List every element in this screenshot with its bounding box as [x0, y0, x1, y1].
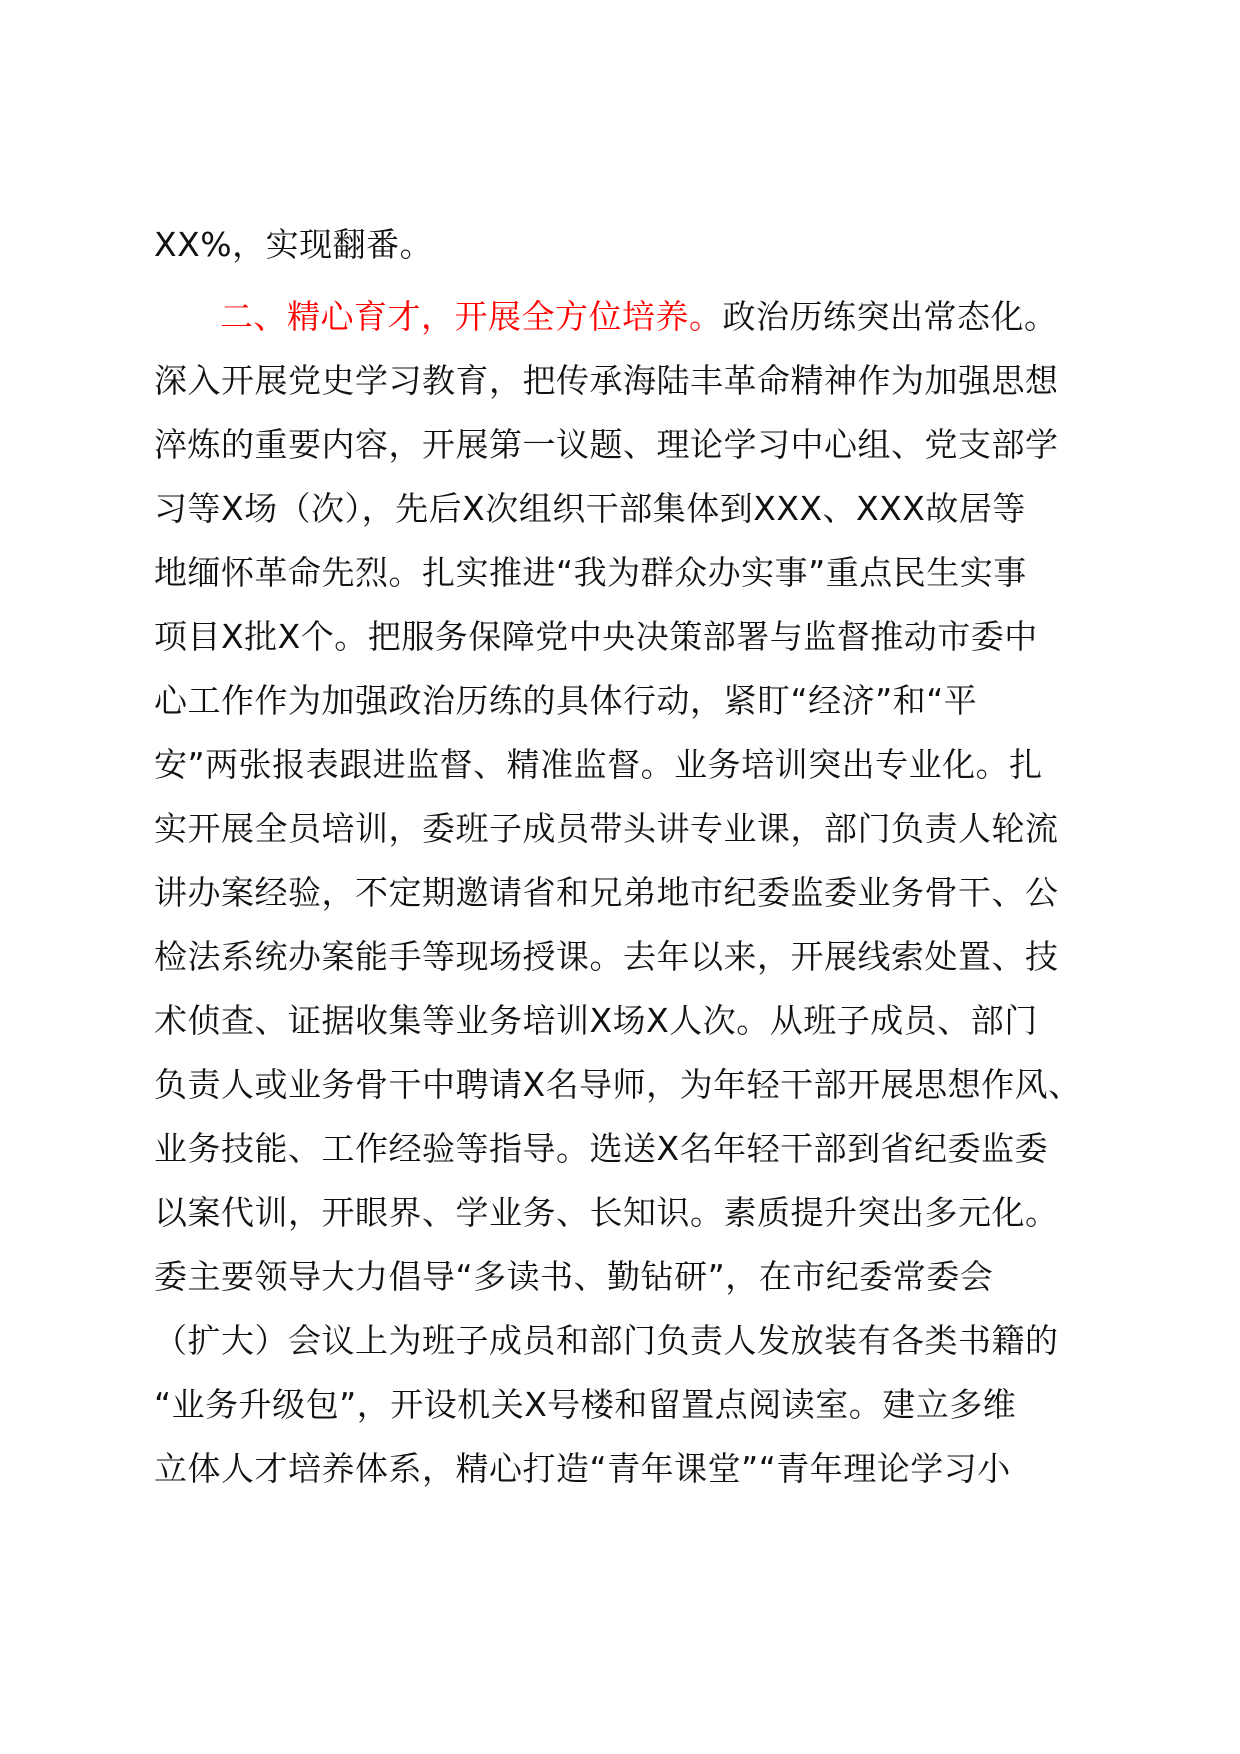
first-line-text: 政治历练突出常态化。: [722, 297, 1058, 336]
text-line: 实开展全员培训，委班子成员带头讲专业课，部门负责人轮流: [154, 809, 1059, 848]
continuation-line: XX%，实现翻番。: [154, 225, 434, 264]
text-line: 心工作作为加强政治历练的具体行动，紧盯“经济”和“平: [154, 681, 978, 720]
body-text: [154, 213, 1094, 1501]
text-line: 地缅怀革命先烈。扎实推进“我为群众办实事”重点民生实事: [154, 553, 1027, 592]
text-line: 立体人才培养体系，精心打造“青年课堂”“青年理论学习小: [154, 1449, 1011, 1488]
text-line: 习等X场（次），先后X次组织干部集体到XXX、XXX故居等: [154, 489, 1026, 528]
text-line: 项目X批X个。把服务保障党中央决策部署与监督推动市委中: [154, 617, 1038, 656]
text-line: 业务技能、工作经验等指导。选送X名年轻干部到省纪委监委: [154, 1129, 1049, 1168]
text-line: 负责人或业务骨干中聘请X名导师，为年轻干部开展思想作风、: [154, 1065, 1082, 1104]
section-heading: 二、精心育才，开展全方位培养。: [220, 297, 723, 336]
paragraph-first-line: [154, 285, 1094, 349]
text-line: 深入开展党史学习教育，把传承海陆丰革命精神作为加强思想: [154, 361, 1059, 400]
text-line: 淬炼的重要内容，开展第一议题、理论学习中心组、党支部学: [154, 425, 1059, 464]
text-line: （扩大）会议上为班子成员和部门负责人发放装有各类书籍的: [154, 1321, 1059, 1360]
text-line: 术侦查、证据收集等业务培训X场X人次。从班子成员、部门: [154, 1001, 1038, 1040]
text-line: “业务升级包”，开设机关X号楼和留置点阅读室。建立多维: [154, 1385, 1017, 1424]
text-line: 以案代训，开眼界、学业务、长知识。素质提升突出多元化。: [154, 1193, 1059, 1232]
text-line: 检法系统办案能手等现场授课。去年以来，开展线索处置、技: [154, 937, 1059, 976]
text-line: 安”两张报表跟进监督、精准监督。业务培训突出专业化。扎: [154, 745, 1043, 784]
text-line: 委主要领导大力倡导“多读书、勤钻研”，在市纪委常委会: [154, 1257, 994, 1296]
text-line: 讲办案经验，不定期邀请省和兄弟地市纪委监委业务骨干、公: [154, 873, 1059, 912]
